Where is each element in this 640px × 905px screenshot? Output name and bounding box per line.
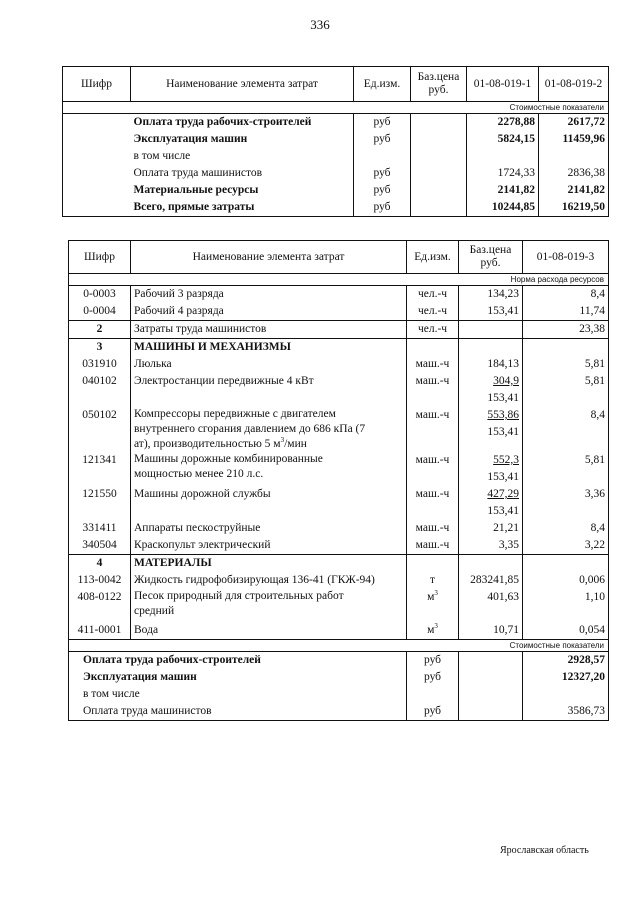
table1-header-row bbox=[63, 67, 609, 102]
table2-header-row bbox=[69, 241, 609, 274]
header-base-price: Баз.цена руб. bbox=[411, 67, 467, 102]
table-row: 040102 Электростанции передвижные 4 кВт маш.-ч 304,9 153,41 5,81 bbox=[69, 373, 609, 407]
footer-region: Ярославская область bbox=[500, 845, 589, 856]
section-row: 3 МАШИНЫ И МЕХАНИЗМЫ bbox=[69, 339, 609, 357]
table-row: 340504 Краскопульт электрический маш.-ч 3,35 3,22 bbox=[69, 537, 609, 555]
header-code: Шифр bbox=[69, 241, 131, 274]
header-col-2: 01-08-019-2 bbox=[539, 67, 609, 102]
table-row: 031910 Люлька маш.-ч 184,13 5,81 bbox=[69, 356, 609, 373]
section-row: 4 МАТЕРИАЛЫ bbox=[69, 555, 609, 573]
table-row: 331411 Аппараты пескоструйные маш.-ч 21,21 8,4 bbox=[69, 520, 609, 537]
table-row: 2 Затраты труда машинистов чел.-ч 23,38 bbox=[69, 321, 609, 339]
table-row: 121550 Машины дорожной службы маш.-ч 427,29 153,41 3,36 bbox=[69, 486, 609, 520]
table-row: в том числе bbox=[69, 686, 609, 703]
page-number: 336 bbox=[310, 17, 330, 32]
table-row: Всего, прямые затраты руб 10244,85 16219,50 bbox=[63, 199, 609, 217]
table-row: 408-0122 Песок природный для строительных работ средний $м^3$ 401,63 1,10 bbox=[69, 589, 609, 619]
resource-table-2 bbox=[68, 240, 609, 721]
table-row: Материальные ресурсы руб 2141,82 2141,82 bbox=[63, 182, 609, 199]
header-unit: Ед.изм. bbox=[407, 241, 459, 274]
header-col-1: 01-08-019-1 bbox=[467, 67, 539, 102]
table-row: 121341 Машины дорожные комбинированные мощностью менее 210 л.с. маш.-ч 552,3 153,41 5,81 bbox=[69, 452, 609, 486]
header-col-3: 01-08-019-3 bbox=[523, 241, 609, 274]
table2-subheader-norm: Норма расхода ресурсов bbox=[69, 274, 609, 286]
table-row: 0-0004 Рабочий 4 разряда чел.-ч 153,41 11,74 bbox=[69, 303, 609, 321]
table-row: Эксплуатация машин руб 12327,20 bbox=[69, 669, 609, 686]
table-row: 113-0042 Жидкость гидрофобизирующая 136-41 (ГКЖ-94) т 283241,85 0,006 bbox=[69, 572, 609, 589]
header-name: Наименование элемента затрат bbox=[131, 241, 407, 274]
table-row: в том числе bbox=[63, 148, 609, 165]
header-code: Шифр bbox=[63, 67, 131, 102]
table-row: 411-0001 Вода $м^3$ 10,71 0,054 bbox=[69, 619, 609, 640]
table-row: 0-0003 Рабочий 3 разряда чел.-ч 134,23 8,4 bbox=[69, 286, 609, 304]
header-base-price: Баз.цена руб. bbox=[459, 241, 523, 274]
table2-subheader-cost: Стоимостные показатели bbox=[69, 640, 609, 652]
table-row: 050102 Компрессоры передвижные с двигателем внутреннего сгорания давлением до 686 кПа (7 ат), производительностью 5 $м^3$/мин маш.-ч 553,86 153,41 8,4 bbox=[69, 407, 609, 452]
table-row: Оплата труда машинистов руб 3586,73 bbox=[69, 703, 609, 721]
table-row: Оплата труда машинистов руб 1724,33 2836,38 bbox=[63, 165, 609, 182]
header-name: Наименование элемента затрат bbox=[131, 67, 354, 102]
cost-table-1 bbox=[62, 66, 609, 217]
table-row: Эксплуатация машин руб 5824,15 11459,96 bbox=[63, 131, 609, 148]
header-unit: Ед.изм. bbox=[354, 67, 411, 102]
table-row: Оплата труда рабочих-строителей руб 2928,57 bbox=[69, 652, 609, 670]
table-row: Оплата труда рабочих-строителей руб 2278,88 2617,72 bbox=[63, 114, 609, 132]
table1-subheader: Стоимостные показатели bbox=[63, 102, 609, 114]
